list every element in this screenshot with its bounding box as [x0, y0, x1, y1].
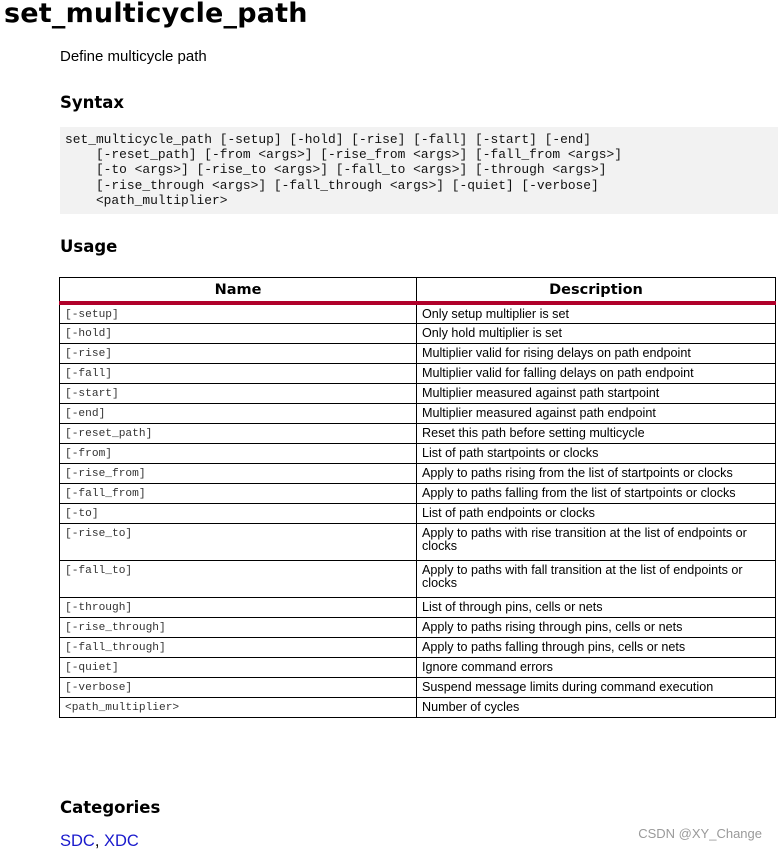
option-description: Apply to paths falling through pins, cells or nets: [417, 637, 776, 657]
option-name: [-to]: [60, 503, 417, 523]
table-row: [60, 463, 776, 483]
syntax-code: [65, 132, 778, 208]
table-row: [60, 403, 776, 423]
option-name: [-fall_through]: [60, 637, 417, 657]
table-row: [60, 303, 776, 323]
option-name: [-reset_path]: [60, 423, 417, 443]
column-header-description: Description: [417, 278, 776, 304]
table-row: [60, 323, 776, 343]
table-row: [60, 697, 776, 717]
option-description: Apply to paths with fall transition at the list of endpoints or clocks: [417, 560, 776, 597]
option-name: [-hold]: [60, 323, 417, 343]
option-description: Apply to paths rising through pins, cells or nets: [417, 617, 776, 637]
table-row: [60, 617, 776, 637]
syntax-line: [-to <args>] [-rise_to <args>] [-fall_to <args>] [-through <args>]: [65, 162, 607, 178]
category-link-xdc[interactable]: XDC: [104, 832, 139, 850]
option-name: [-rise_from]: [60, 463, 417, 483]
option-name: <path_multiplier>: [60, 697, 417, 717]
option-description: Multiplier measured against path endpoint: [417, 403, 776, 423]
option-description: Multiplier measured against path startpoint: [417, 383, 776, 403]
table-row: [60, 637, 776, 657]
category-separator: ,: [94, 832, 105, 850]
option-description: Apply to paths with rise transition at the list of endpoints or clocks: [417, 523, 776, 560]
option-name: [-start]: [60, 383, 417, 403]
option-description: Suspend message limits during command execution: [417, 677, 776, 697]
option-name: [-rise_through]: [60, 617, 417, 637]
usage-table: [59, 277, 776, 718]
option-name: [-from]: [60, 443, 417, 463]
option-description: List of path startpoints or clocks: [417, 443, 776, 463]
table-row: [60, 363, 776, 383]
option-name: [-setup]: [60, 303, 417, 323]
syntax-box: [60, 127, 778, 214]
option-description: Apply to paths rising from the list of startpoints or clocks: [417, 463, 776, 483]
table-row: [60, 423, 776, 443]
syntax-line: set_multicycle_path [-setup] [-hold] [-rise] [-fall] [-start] [-end]: [65, 132, 592, 147]
page-title: set_multicycle_path: [4, 0, 308, 29]
option-name: [-verbose]: [60, 677, 417, 697]
option-name: [-quiet]: [60, 657, 417, 677]
table-row: [60, 657, 776, 677]
syntax-line: <path_multiplier>: [65, 192, 228, 208]
option-description: Apply to paths falling from the list of startpoints or clocks: [417, 483, 776, 503]
category-link-sdc[interactable]: SDC: [60, 832, 95, 850]
table-row: [60, 677, 776, 697]
option-name: [-end]: [60, 403, 417, 423]
option-name: [-fall_to]: [60, 560, 417, 597]
option-description: Multiplier valid for falling delays on path endpoint: [417, 363, 776, 383]
table-header-row: [60, 278, 776, 304]
option-name: [-through]: [60, 597, 417, 617]
option-description: Only hold multiplier is set: [417, 323, 776, 343]
syntax-line: [-rise_through <args>] [-fall_through <args>] [-quiet] [-verbose]: [65, 177, 599, 193]
table-row: [60, 503, 776, 523]
option-description: List of path endpoints or clocks: [417, 503, 776, 523]
usage-heading: Usage: [60, 237, 118, 256]
table-row: [60, 483, 776, 503]
option-name: [-fall]: [60, 363, 417, 383]
categories-heading: Categories: [60, 798, 161, 817]
syntax-heading: Syntax: [60, 93, 125, 112]
table-row: [60, 383, 776, 403]
option-name: [-rise_to]: [60, 523, 417, 560]
option-description: List of through pins, cells or nets: [417, 597, 776, 617]
table-row: [60, 443, 776, 463]
option-description: Only setup multiplier is set: [417, 303, 776, 323]
option-description: Ignore command errors: [417, 657, 776, 677]
table-row: [60, 343, 776, 363]
watermark: CSDN @XY_Change: [638, 826, 762, 841]
page-subtitle: Define multicycle path: [60, 48, 207, 65]
column-header-name: Name: [60, 278, 417, 304]
table-row: [60, 560, 776, 597]
table-row: [60, 597, 776, 617]
option-name: [-fall_from]: [60, 483, 417, 503]
syntax-line: [-reset_path] [-from <args>] [-rise_from <args>] [-fall_from <args>]: [65, 147, 622, 163]
option-description: Number of cycles: [417, 697, 776, 717]
category-links: [60, 832, 139, 851]
option-description: Multiplier valid for rising delays on path endpoint: [417, 343, 776, 363]
option-name: [-rise]: [60, 343, 417, 363]
table-row: [60, 523, 776, 560]
option-description: Reset this path before setting multicycle: [417, 423, 776, 443]
